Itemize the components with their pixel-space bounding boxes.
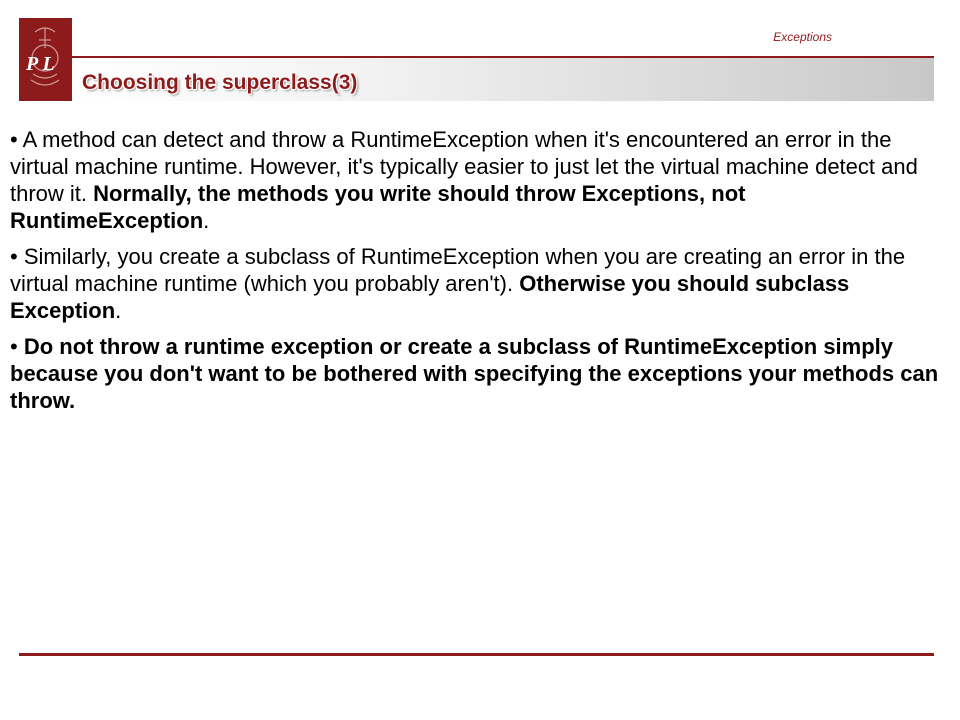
bullet-text: . [203, 208, 210, 233]
logo-letters: P L [26, 53, 55, 75]
footer-divider [19, 653, 934, 656]
bullet-paragraph [10, 126, 940, 234]
bullet-emphasis: Normally, the methods you write should throw Exceptions, not RuntimeException [10, 181, 746, 233]
university-emblem-icon [19, 18, 72, 101]
bullet-marker: • [10, 244, 18, 269]
bullet-marker: • [10, 127, 18, 152]
bullet-paragraph [10, 243, 940, 324]
slide-content [10, 126, 940, 423]
bullet-text: A method can detect and throw a RuntimeException when it's encountered an error in the virtual machine runtime. However, it's typically easier to just let the virtual machine detect and throw it. [10, 127, 918, 206]
bullet-text: Similarly, you create a subclass of RuntimeException when you are creating an error in the virtual machine runtime (which you probably aren't). [10, 244, 906, 296]
university-logo [19, 18, 72, 101]
bullet-emphasis: Do not throw a runtime exception or create a subclass of RuntimeException simply because you don't want to be bothered with specifying the exceptions your methods can throw. [10, 334, 939, 413]
bullet-paragraph [10, 333, 940, 414]
slide-title: Choosing the superclass(3) [82, 71, 358, 94]
section-label: Exceptions [773, 30, 832, 44]
bullet-marker: • [10, 334, 18, 359]
bullet-emphasis: Otherwise you should subclass Exception [10, 271, 850, 323]
bullet-text: . [115, 298, 122, 323]
